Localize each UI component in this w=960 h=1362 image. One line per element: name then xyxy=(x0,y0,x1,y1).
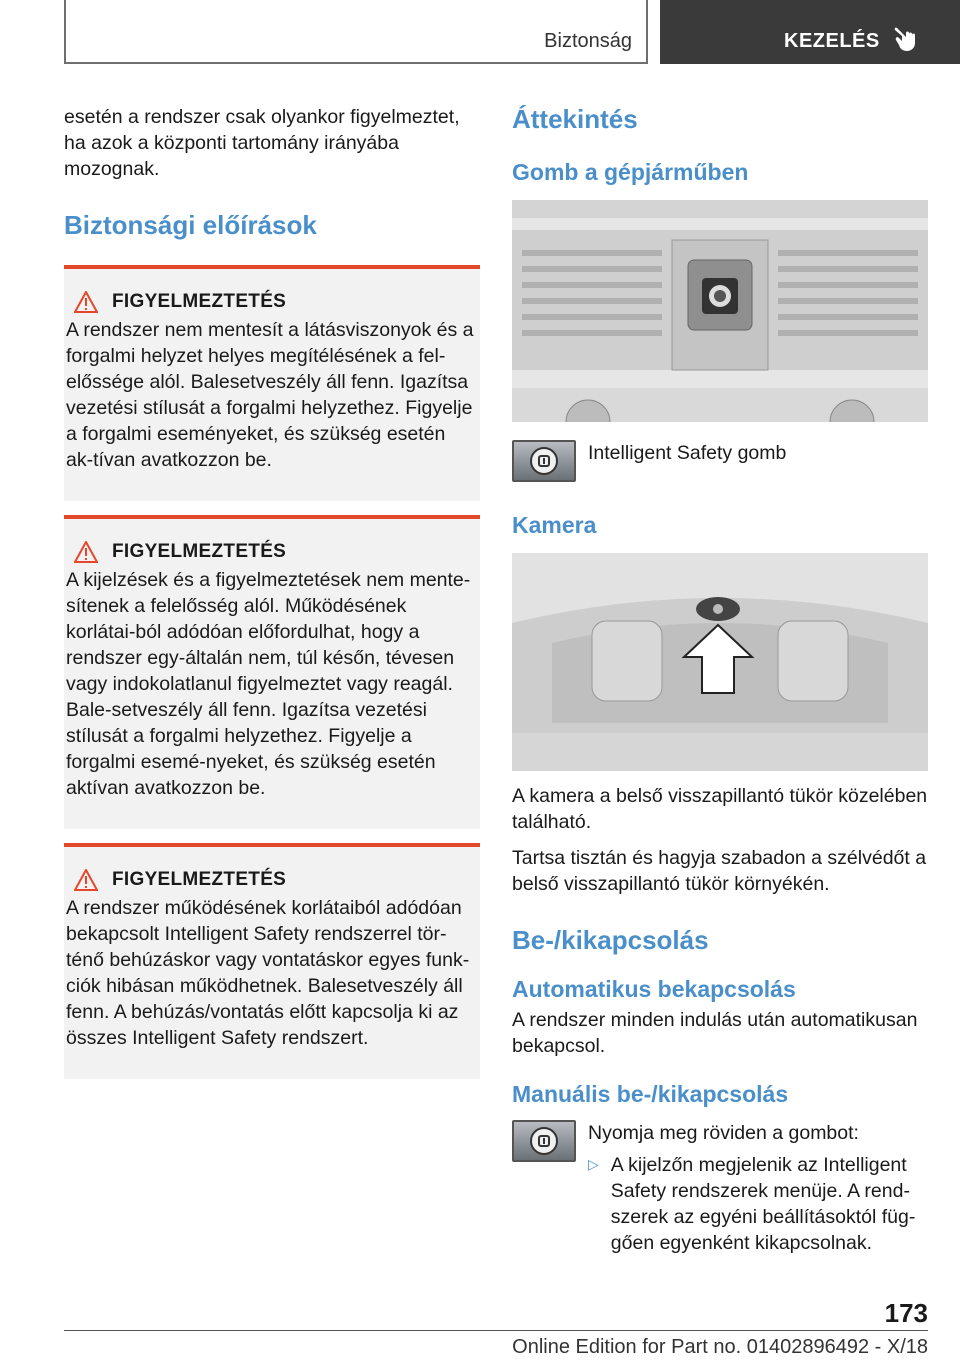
button-caption: Intelligent Safety gomb xyxy=(588,442,787,464)
warning-box xyxy=(64,515,480,829)
safety-symbol-icon xyxy=(537,1134,551,1148)
manual-row xyxy=(512,1120,928,1256)
overview-heading: Áttekintés xyxy=(512,104,638,134)
camera-photo xyxy=(512,553,928,771)
warning-text: A rendszer működésének korlátaiból adódóan bekapcsolt Intelligent Safety rendszerrel tör-ténő behúzáskor vagy vontatáskor egyes funk-ciók hibásan működhetnek. Balesetveszély áll fenn. A behúzás/vontatás előtt kapcsolja ki az összes Intelligent Safety rendszert. xyxy=(66,897,470,1049)
warning-text: A kijelzések és a figyelmeztetések nem mente-sítenek a felelősség alól. Működésének korlátai-ból adódóan előfordulhat, hogy a rendszer egy-általán nem, túl későn, tévesen vagy indokolatlanul figyelmeztet vagy reagál. Bale-setveszély áll fenn. Igazítsa vezetési stílusát a forgalmi helyzethez. Figyelje a forgalmi esemé-nyeket, és szükség esetén aktívan avatkozzon be. xyxy=(66,569,471,799)
auto-subheading: Automatikus bekapcsolás xyxy=(512,976,796,1002)
right-column xyxy=(512,104,928,1256)
safety-symbol-icon xyxy=(537,454,551,468)
button-legend-row xyxy=(512,440,928,482)
dashboard-button-photo xyxy=(512,200,928,422)
pointing-hand-icon xyxy=(894,24,920,52)
auto-text: A rendszer minden indulás után automatikusan bekapcsol. xyxy=(512,1009,918,1057)
intelligent-safety-button-image xyxy=(512,1120,576,1162)
warning-text: A rendszer nem mentesít a látásviszonyok és a forgalmi helyzet helyes megítélésének a fel-előssége alól. Balesetveszély áll fenn. Igazítsa vezetési stílusát a forgalmi helyzethez. Figyelje a forgalmi eseményeket, és szükség esetén ak-tívan avatkozzon be. xyxy=(66,319,474,471)
header-section-title: Biztonság xyxy=(544,30,632,52)
page-number: 173 xyxy=(884,1298,928,1328)
camera-clean-text: Tartsa tisztán és hagyja szabadon a szélvédőt a belső visszapillantó tükör környékén. xyxy=(512,847,927,895)
manual-text: Nyomja meg röviden a gombot: xyxy=(588,1122,859,1144)
manual-subheading: Manuális be-/kikapcsolás xyxy=(512,1081,789,1107)
warning-triangle-icon xyxy=(74,869,98,891)
warning-box xyxy=(64,843,480,1079)
bullet-text: A kijelzőn megjelenik az Intelligent Safety rendszerek menüje. A rend-szerek az egyéni beállításoktól füg-gően egyenként kikapcsolnak. xyxy=(610,1154,916,1254)
onoff-heading: Be-/kikapcsolás xyxy=(512,925,709,955)
header-chapter-title: KEZELÉS xyxy=(784,30,880,52)
bullet-item xyxy=(588,1152,928,1256)
header-chapter-box xyxy=(660,0,960,64)
triangle-bullet-icon: ▷ xyxy=(588,1156,599,1172)
camera-subheading: Kamera xyxy=(512,512,597,538)
warning-title: FIGYELMEZTETÉS xyxy=(112,291,287,312)
intro-text: esetén a rendszer csak olyankor figyelmeztet, ha azok a központi tartomány irányába mozognak. xyxy=(64,106,460,180)
warning-triangle-icon xyxy=(74,291,98,313)
warning-box xyxy=(64,265,480,501)
button-subheading: Gomb a gépjárműben xyxy=(512,159,749,185)
warning-title: FIGYELMEZTETÉS xyxy=(112,869,287,890)
header-section-box xyxy=(64,0,648,64)
intelligent-safety-button-image xyxy=(512,440,576,482)
edition-text: Online Edition for Part no. 01402896492 - X/18 xyxy=(512,1336,928,1358)
safety-heading: Biztonsági előírások xyxy=(64,210,317,240)
warning-triangle-icon xyxy=(74,541,98,563)
warning-title: FIGYELMEZTETÉS xyxy=(112,541,287,562)
left-column xyxy=(64,104,480,1093)
camera-location-text: A kamera a belső visszapillantó tükör közelében található. xyxy=(512,785,928,833)
footer-divider xyxy=(64,1330,928,1331)
